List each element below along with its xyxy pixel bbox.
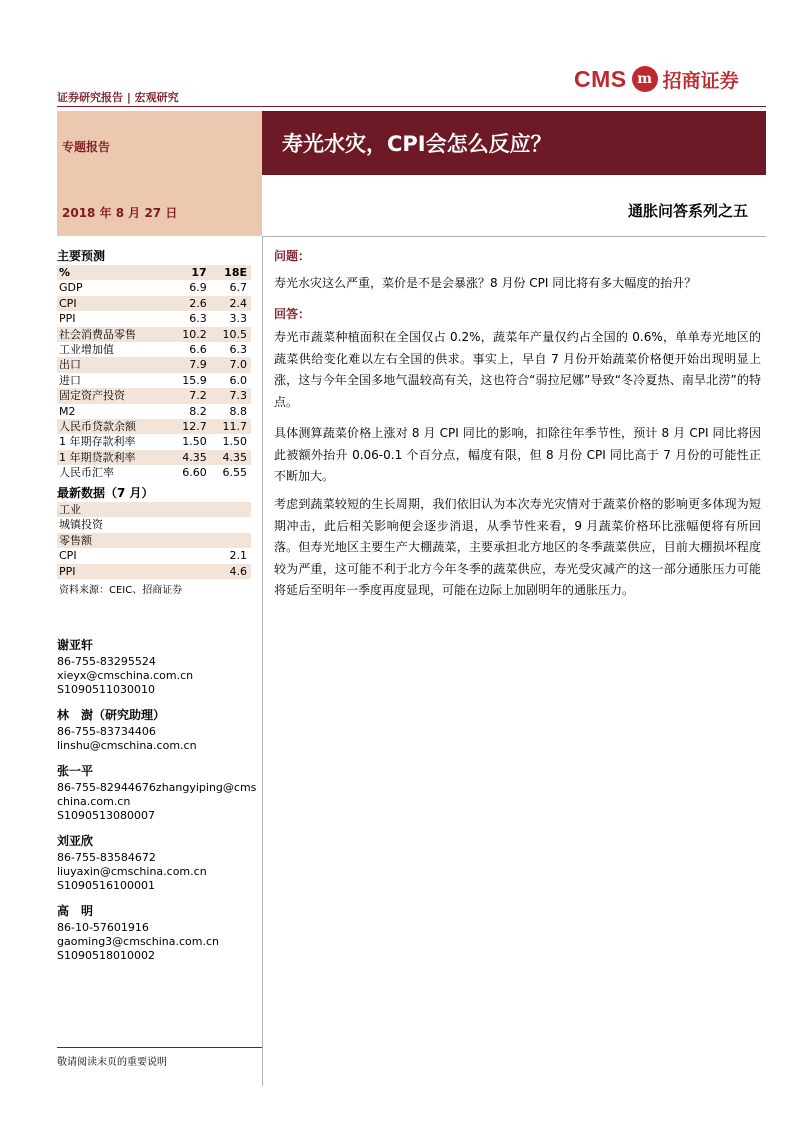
analyst-contact: xieyx@cmschina.com.cn [57,669,194,682]
forecast-row [57,280,251,295]
forecast-header-row [57,265,251,280]
row-label: 固定资产投资 [57,388,169,403]
row-label: 社会消费品零售 [57,327,169,342]
latest-row [57,548,251,563]
question-label: 问题： [274,249,311,263]
forecast-row [57,296,251,311]
row-label: M2 [59,404,76,418]
report-date: 2018 年 8 月 27 日 [62,206,178,220]
latest-row [57,564,251,579]
forecast-row [57,327,251,342]
row-value: 6.9 [189,281,207,295]
row-value: 10.5 [209,327,251,342]
latest-heading: 最新数据（7 月） [57,486,154,500]
latest-row [57,502,251,517]
forecast-row [57,404,251,419]
answer-paragraph-3: 考虑到蔬菜较短的生长周期，我们依旧认为本次寿光灾情对于蔬菜价格的影响更多体现为短期冲击，此后相关影响便会逐步消退，从季节性来看，9 月蔬菜价格环比涨幅便将有所回落。但寿光地区主要生产大棚蔬菜，主要承担北方地区的冬季蔬菜供应，目前大棚损坏程度较为严重，这可能不利于北方今年冬季的蔬菜供应，寿光受灾减产的这一部分通胀压力可能将延后至明年一季度再度显现，可能在边际上加剧明年的通胀压力。 [274,497,761,597]
row-value: 7.2 [169,388,208,403]
logo-text-en: CMS [574,65,627,92]
row-value: 15.9 [182,373,207,387]
row-value: 6.55 [222,466,247,480]
row-value: 4.35 [209,450,251,465]
forecast-row [57,357,251,372]
analyst-contact: S1090511030010 [57,683,155,696]
analyst-card [57,638,257,697]
row-label: 1 年期贷款利率 [57,450,169,465]
row-value: 4.6 [187,564,251,579]
analyst-contact: 86-755-83584672 [57,851,156,864]
latest-row [57,517,251,532]
logo-text-cn: 招商证券 [662,69,739,92]
row-value: 4.35 [169,450,208,465]
answer-label: 回答： [274,307,311,321]
row-value: 1.50 [182,435,207,449]
analyst-contact: china.com.cn [57,795,131,808]
analyst-contact: 86-755-83734406 [57,725,156,738]
row-value: 12.7 [169,419,208,434]
row-label: 工业增加值 [59,343,114,357]
analyst-contact: liuyaxin@cmschina.com.cn [57,865,207,878]
analyst-name: 林 澍（研究助理） [57,708,166,722]
analyst-contact: gaoming3@cmschina.com.cn [57,935,219,948]
row-label: % [57,265,169,280]
analyst-name: 谢亚轩 [57,638,94,652]
answer-paragraph-1: 寿光市蔬菜种植面积在全国仅占 0.2%，蔬菜年产量仅约占全国的 0.6%，单单寿光地区的蔬菜供给变化难以左右全国的供求。事实上，早自 7 月份开始蔬菜价格便开始出现明显上涨，这与今年全国多地气温较高有关，这也符合“弱拉尼娜”导致“冬冷夏热、南旱北涝”的特点。 [274,330,761,409]
page-title: 寿光水灾，CPI会怎么反应？ [282,132,552,156]
analyst-card [57,708,257,753]
analyst-name: 张一平 [57,764,94,778]
row-label: 城镇投资 [59,518,103,532]
row-value: 8.8 [229,404,247,418]
analyst-contact: 86-755-82944676zhangyiping@cms [57,781,257,794]
forecast-row [57,434,251,449]
row-value: 1.50 [222,435,247,449]
row-label: CPI [59,549,77,563]
row-label: 零售额 [57,533,187,548]
row-value: 7.0 [209,357,251,372]
answer-paragraph-2: 具体测算蔬菜价格上涨对 8 月 CPI 同比的影响，扣除往年季节性，预计 8 月 CPI 同比将因此被额外抬升 0.06-0.1 个百分点，幅度有限，但 8 月份 CPI 同比高于 7 月份的可能性正不断加大。 [274,426,761,483]
row-label: PPI [59,312,76,326]
row-label: PPI [57,564,187,579]
row-value: 6.3 [229,343,247,357]
row-value: 17 [169,265,208,280]
row-label: 工业 [57,502,187,517]
forecast-row [57,342,251,357]
row-label: GDP [59,281,83,295]
forecast-row [57,373,251,388]
question-text: 寿光水灾这么严重，菜价是不是会暴涨？8 月份 CPI 同比将有多大幅度的抬升？ [274,276,697,290]
footer-divider [57,1047,262,1048]
series-title: 通胀问答系列之五 [628,202,749,220]
row-value [187,517,251,532]
row-value: 7.9 [169,357,208,372]
row-value: 6.7 [229,281,247,295]
header-divider [262,236,766,237]
row-value: 7.3 [209,388,251,403]
row-label: 进口 [59,373,81,387]
column-divider [262,236,263,1086]
row-value: 2.6 [169,296,208,311]
forecast-row [57,465,251,480]
analyst-name: 刘亚欣 [57,834,94,848]
top-divider [57,106,766,107]
row-value: 18E [209,265,251,280]
row-value: 11.7 [209,419,251,434]
forecast-row [57,450,251,465]
row-label: 人民币贷款余额 [57,419,169,434]
analyst-card [57,834,257,893]
row-value [187,502,251,517]
row-value: 6.3 [189,312,207,326]
analyst-card [57,904,257,963]
row-value: 8.2 [189,404,207,418]
analyst-contact: S1090516100001 [57,879,155,892]
data-source: 资料来源：CEIC、招商证券 [59,585,183,596]
cms-logo [574,63,760,95]
report-category: 证券研究报告 | 宏观研究 [57,91,179,104]
analyst-contact: 86-10-57601916 [57,921,149,934]
row-value [187,533,251,548]
row-value: 6.60 [182,466,207,480]
analyst-contact: S1090513080007 [57,809,155,822]
forecast-row [57,419,251,434]
row-value: 3.3 [229,312,247,326]
logo-mark-icon: m [632,66,658,92]
forecast-row [57,388,251,403]
footer-note: 敬请阅读末页的重要说明 [57,1057,167,1068]
row-label: 出口 [57,357,169,372]
row-value: 6.0 [229,373,247,387]
analyst-name: 高 明 [57,904,94,918]
row-value: 10.2 [169,327,208,342]
latest-row [57,533,251,548]
analyst-contact: S1090518010002 [57,949,155,962]
analyst-contact: 86-755-83295524 [57,655,156,668]
row-value: 2.4 [209,296,251,311]
forecast-table [57,265,251,481]
row-label: CPI [57,296,169,311]
row-value: 2.1 [229,549,247,563]
row-value: 6.6 [189,343,207,357]
forecast-row [57,311,251,326]
row-label: 1 年期存款利率 [59,435,136,449]
analyst-contact: linshu@cmschina.com.cn [57,739,197,752]
row-label: 人民币汇率 [59,466,114,480]
report-type: 专题报告 [62,140,111,154]
analyst-card [57,764,257,823]
latest-table [57,502,251,579]
forecast-heading: 主要预测 [57,249,106,263]
